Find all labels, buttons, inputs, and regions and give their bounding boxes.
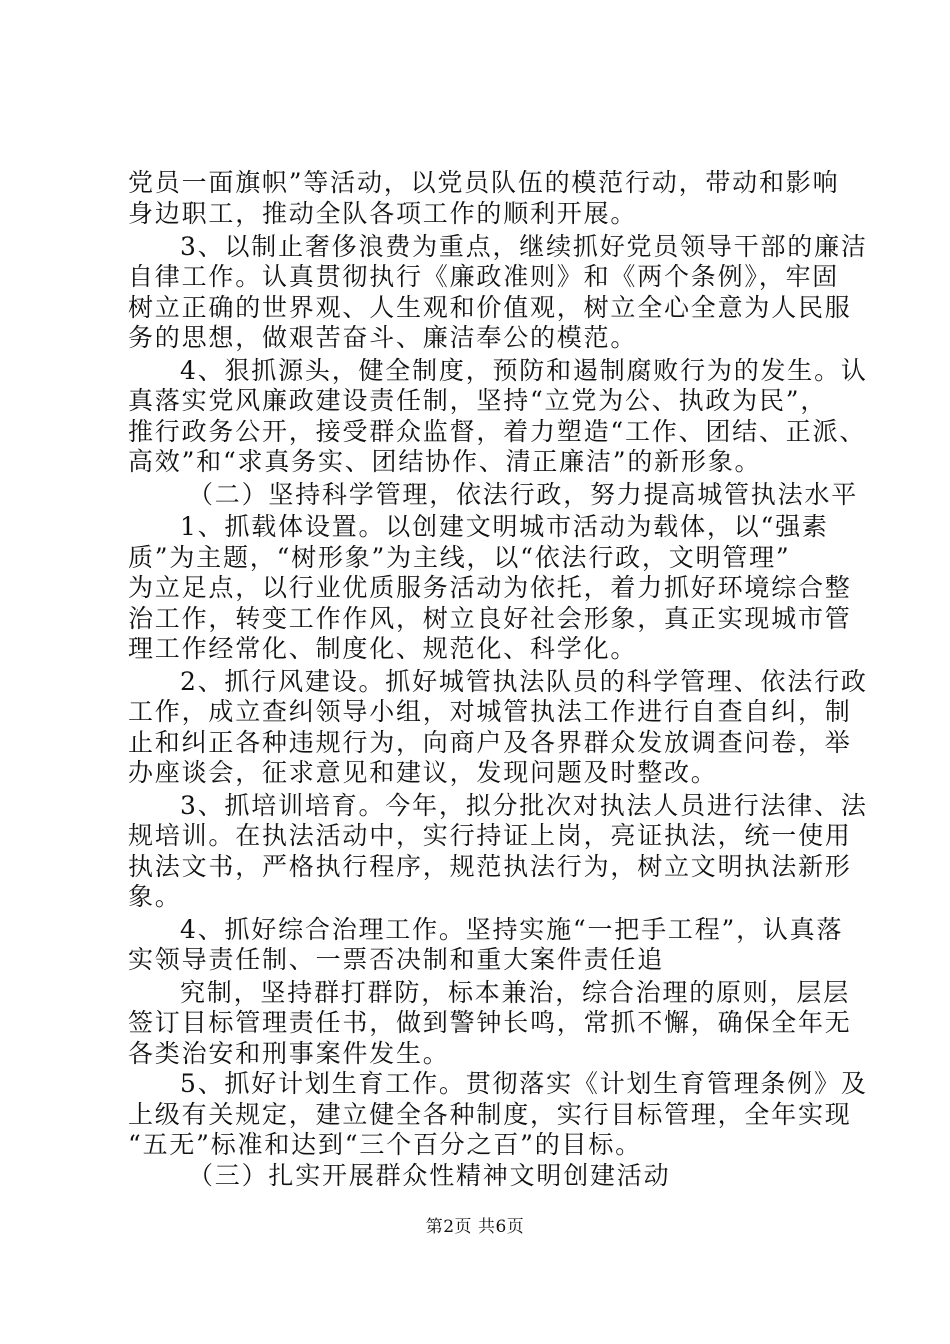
text-line: 止和纠正各种违规行为，向商户及各界群众发放调查问卷，举	[128, 728, 852, 757]
text-line: 办座谈会，征求意见和建议，发现问题及时整改。	[128, 758, 718, 787]
text-line: 象。	[128, 882, 182, 911]
text-line: 治工作，转变工作作风，树立良好社会形象，真正实现城市管	[128, 604, 852, 633]
paragraph-start: 2、抓行风建设。抓好城管执法队员的科学管理、依法行政	[180, 667, 868, 696]
text-line: 树立正确的世界观、人生观和价值观，树立全心全意为人民服	[128, 293, 852, 322]
text-line: “五无”标准和达到“三个百分之百”的目标。	[128, 1130, 642, 1159]
text-line: 为立足点，以行业优质服务活动为依托，着力抓好环境综合整	[128, 573, 852, 602]
text-line: 身边职工，推动全队各项工作的顺利开展。	[128, 199, 638, 228]
paragraph-start: 4、狠抓源头，健全制度，预防和遏制腐败行为的发生。认	[180, 356, 868, 385]
text-line: 上级有关规定，建立健全各种制度，实行目标管理，全年实现	[128, 1100, 852, 1129]
text-line: 真落实党风廉政建设责任制，坚持“立党为公、执政为民”，	[128, 386, 828, 415]
text-line: 究制，坚持群打群防，标本兼治，综合治理的原则，层层	[180, 978, 851, 1007]
section-heading: （三）扎实开展群众性精神文明创建活动	[188, 1161, 671, 1190]
text-line: 质”为主题，“树形象”为主线，以“依法行政，文明管理”	[128, 543, 791, 572]
paragraph-start: 1、抓载体设置。以创建文明城市活动为载体，以“强素	[180, 512, 829, 541]
text-line: 实领导责任制、一票否决制和重大案件责任追	[128, 945, 665, 974]
text-line: 推行政务公开，接受群众监督，着力塑造“工作、团结、正派、	[128, 417, 867, 446]
text-line: 高效”和“求真务实、团结协作、清正廉洁”的新形象。	[128, 447, 762, 476]
text-line: 规培训。在执法活动中，实行持证上岗，亮证执法，统一使用	[128, 821, 852, 850]
text-line: 务的思想，做艰苦奋斗、廉洁奉公的模范。	[128, 323, 638, 352]
text-line: 党员一面旗帜”等活动，以党员队伍的模范行动，带动和影响	[128, 168, 840, 197]
text-line: 各类治安和刑事案件发生。	[128, 1039, 450, 1068]
paragraph-start: 3、以制止奢侈浪费为重点，继续抓好党员领导干部的廉洁	[180, 232, 868, 261]
text-line: 理工作经常化、制度化、规范化、科学化。	[128, 634, 638, 663]
text-line: 工作，成立查纠领导小组，对城管执法工作进行自查自纠，制	[128, 697, 852, 726]
text-line: 自律工作。认真贯彻执行《廉政准则》和《两个条例》，牢固	[128, 262, 840, 291]
paragraph-start: 4、抓好综合治理工作。坚持实施“一把手工程”，认真落	[180, 915, 844, 944]
section-heading: （二）坚持科学管理，依法行政，努力提高城管执法水平	[188, 480, 859, 509]
paragraph-start: 5、抓好计划生育工作。贯彻落实《计划生育管理条例》及	[180, 1069, 868, 1098]
text-line: 执法文书，严格执行程序，规范执法行为，树立文明执法新形	[128, 852, 852, 881]
paragraph-start: 3、抓培训培育。今年，拟分批次对执法人员进行法律、法	[180, 791, 868, 820]
text-line: 签订目标管理责任书，做到警钟长鸣，常抓不懈，确保全年无	[128, 1008, 852, 1037]
page-number: 第2页 共6页	[425, 1217, 525, 1237]
